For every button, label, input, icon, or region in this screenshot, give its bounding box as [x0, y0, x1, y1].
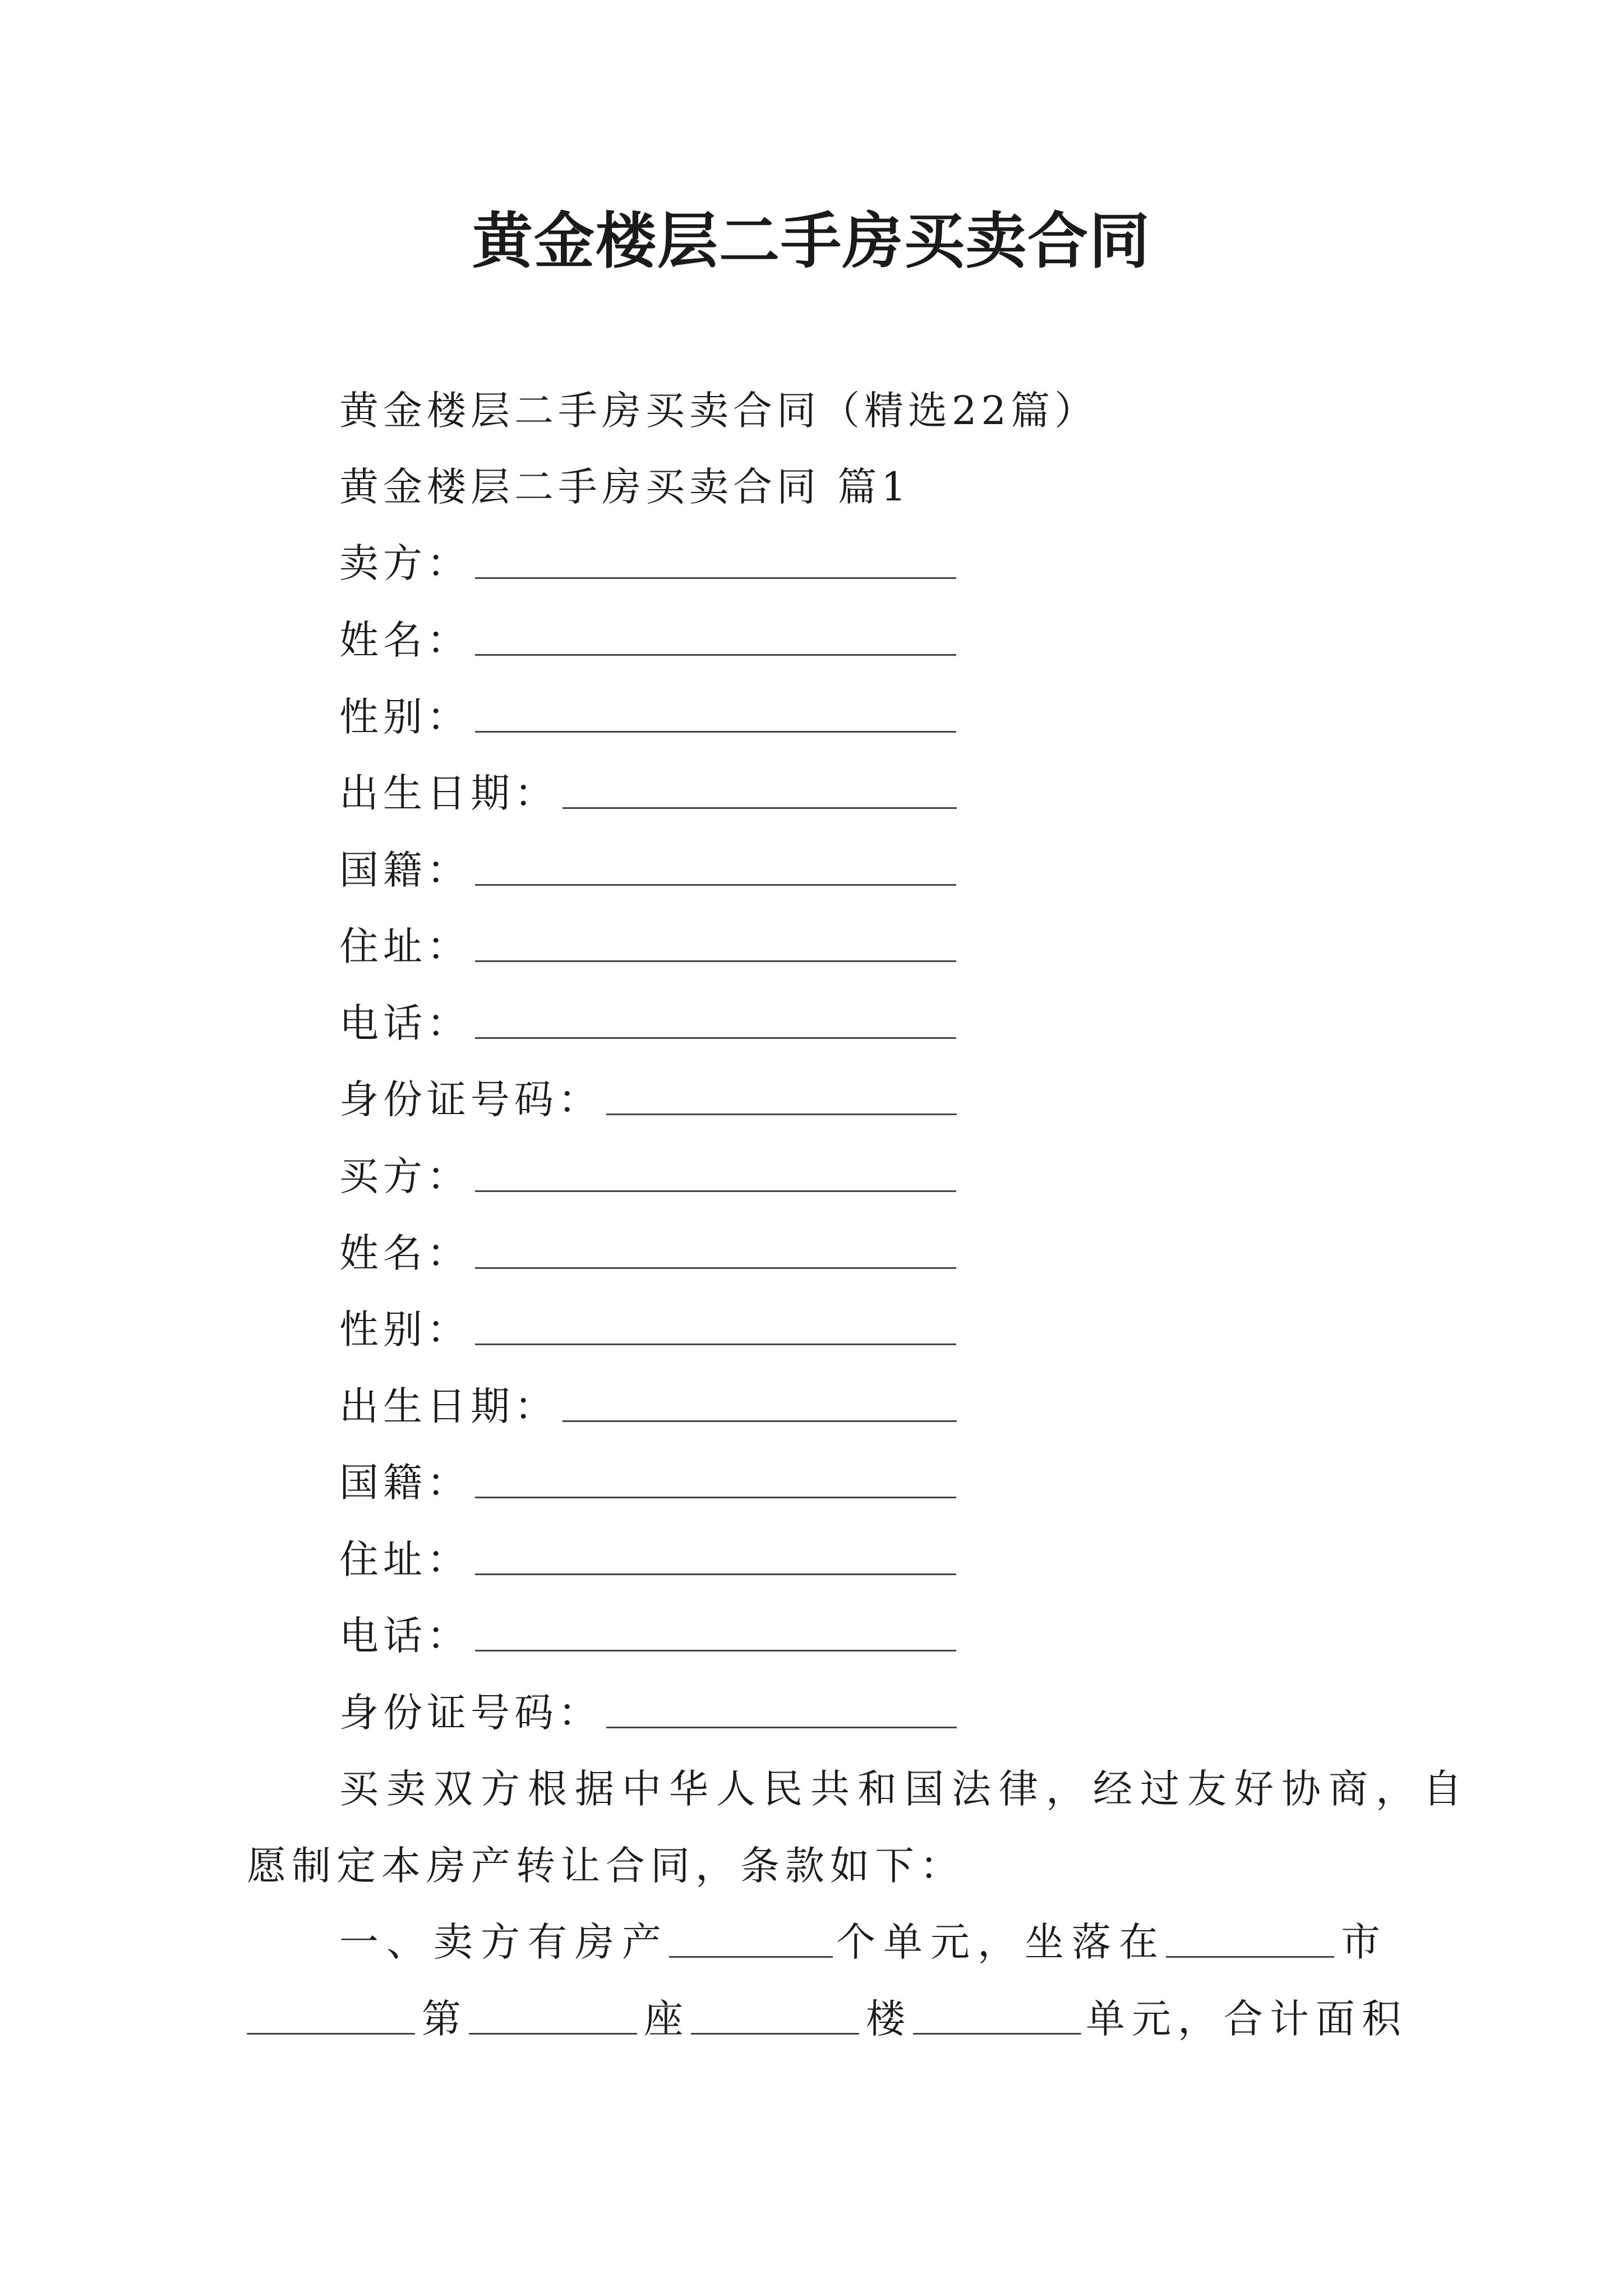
buyer-gender-blank[interactable] — [475, 1343, 956, 1345]
seller-gender-blank[interactable] — [475, 730, 956, 733]
clause-1-block-label: 座 — [644, 1996, 688, 2042]
buyer-address-label: 住址： — [339, 1536, 471, 1582]
buyer-birthdate-blank[interactable] — [562, 1420, 957, 1422]
seller-nationality-label: 国籍： — [339, 847, 471, 893]
clause-1-line-1 — [339, 1918, 1385, 1966]
seller-phone-blank[interactable] — [475, 1037, 956, 1039]
clause-1-units-blank[interactable] — [669, 1955, 833, 1958]
buyer-id-label: 身份证号码： — [339, 1690, 602, 1736]
clause-1-unit-blank[interactable] — [913, 2032, 1081, 2035]
document-subtitle: 黄金楼层二手房买卖合同（精选22篇） — [339, 388, 1099, 434]
seller-gender-label: 性别： — [339, 694, 471, 740]
buyer-address-row — [339, 1536, 956, 1583]
buyer-gender-label: 性别： — [339, 1306, 471, 1352]
clause-1-block-blank[interactable] — [469, 2032, 637, 2035]
clause-1-floor-label: 楼 — [866, 1996, 910, 2042]
seller-birthdate-label: 出生日期： — [339, 770, 558, 816]
seller-name-blank[interactable] — [475, 654, 956, 656]
document-title: 黄金楼层二手房买卖合同 — [472, 206, 1151, 277]
clause-1-units-label: 个单元，坐落在 — [836, 1919, 1166, 1965]
buyer-nationality-row — [339, 1459, 956, 1506]
buyer-name-blank[interactable] — [475, 1267, 956, 1269]
buyer-address-blank[interactable] — [475, 1573, 956, 1575]
clause-1-line-2 — [247, 1995, 1408, 2042]
seller-row — [339, 540, 956, 587]
buyer-id-blank[interactable] — [606, 1726, 957, 1728]
clause-1-district-blank[interactable] — [247, 2032, 415, 2035]
buyer-id-row — [339, 1689, 957, 1736]
seller-address-label: 住址： — [339, 923, 471, 969]
buyer-label: 买方： — [339, 1153, 471, 1199]
buyer-name-label: 姓名： — [339, 1230, 471, 1276]
seller-gender-row — [339, 693, 956, 740]
buyer-phone-label: 电话： — [339, 1613, 471, 1659]
seller-address-row — [339, 923, 956, 970]
seller-phone-label: 电话： — [339, 1000, 471, 1046]
buyer-nationality-label: 国籍： — [339, 1460, 471, 1506]
buyer-row — [339, 1153, 956, 1200]
clause-1-city-label: 市 — [1341, 1919, 1385, 1965]
intro-line-1: 买卖双方根据中华人民共和国法律，经过友好协商，自 — [339, 1766, 1470, 1812]
seller-blank[interactable] — [475, 577, 956, 579]
seller-address-blank[interactable] — [475, 960, 956, 962]
seller-nationality-row — [339, 846, 956, 894]
buyer-phone-row — [339, 1612, 956, 1659]
seller-id-label: 身份证号码： — [339, 1076, 602, 1122]
seller-label: 卖方： — [339, 540, 471, 586]
clause-1-prefix: 一、卖方有房产 — [339, 1919, 669, 1965]
clause-1-location-blank[interactable] — [1166, 1955, 1334, 1958]
clause-1-number-label: 第 — [422, 1996, 465, 2042]
seller-name-label: 姓名： — [339, 617, 471, 663]
buyer-birthdate-row — [339, 1383, 957, 1430]
intro-line-2: 愿制定本房产转让合同，条款如下： — [247, 1843, 965, 1889]
seller-name-row — [339, 616, 956, 664]
seller-phone-row — [339, 1000, 956, 1047]
buyer-gender-row — [339, 1306, 956, 1353]
seller-birthdate-row — [339, 770, 957, 817]
buyer-phone-blank[interactable] — [475, 1649, 956, 1651]
seller-id-row — [339, 1076, 957, 1123]
buyer-blank[interactable] — [475, 1190, 956, 1192]
buyer-birthdate-label: 出生日期： — [339, 1383, 558, 1429]
seller-birthdate-blank[interactable] — [562, 807, 957, 809]
section-heading: 黄金楼层二手房买卖合同 篇1 — [339, 464, 911, 510]
clause-1-area-label: 单元，合计面积 — [1086, 1996, 1408, 2042]
buyer-nationality-blank[interactable] — [475, 1496, 956, 1498]
seller-id-blank[interactable] — [606, 1113, 957, 1115]
clause-1-floor-blank[interactable] — [691, 2032, 859, 2035]
buyer-name-row — [339, 1230, 956, 1277]
seller-nationality-blank[interactable] — [475, 884, 956, 886]
